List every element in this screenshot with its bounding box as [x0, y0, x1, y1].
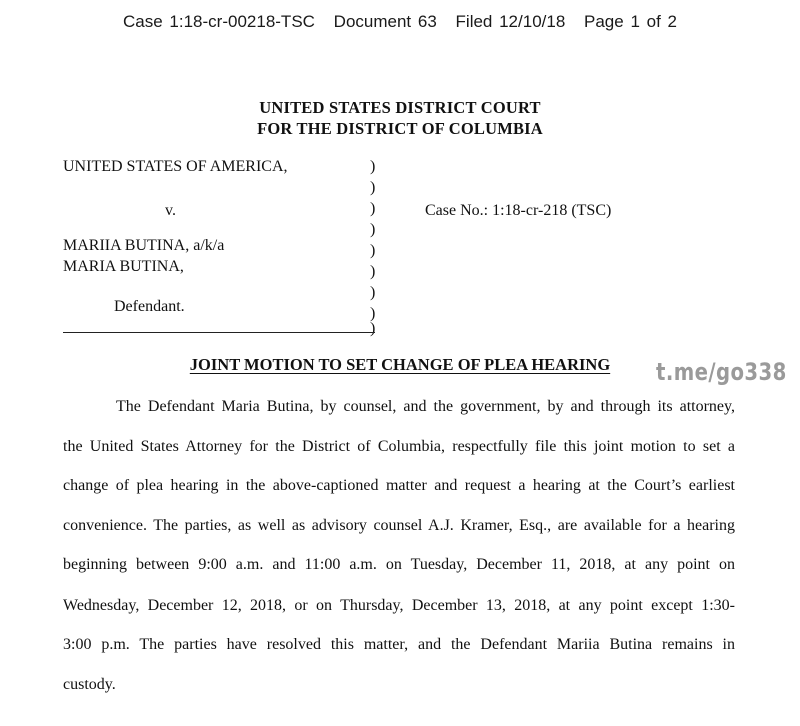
body-line: change of plea hearing in the above-captioned matter and request a hearing at the Court’s earliest: [63, 477, 735, 494]
motion-title: JOINT MOTION TO SET CHANGE OF PLEA HEARING: [189, 355, 611, 374]
header-case-number: Case 1:18-cr-00218-TSC: [123, 12, 315, 31]
caption-versus: v.: [165, 202, 176, 219]
caption-paren: ): [370, 242, 376, 259]
caption-paren: ): [370, 158, 376, 175]
header-filed-date: Filed 12/10/18: [455, 12, 566, 31]
body-line: custody.: [63, 676, 116, 693]
body-line: The Defendant Maria Butina, by counsel, and the government, by and through its attorney,: [116, 398, 735, 415]
caption-defendant-role: Defendant.: [114, 298, 185, 315]
caption-rule: [63, 332, 375, 333]
ecf-header: [0, 12, 800, 32]
header-document-number: Document 63: [333, 12, 437, 31]
body-line: Wednesday, December 12, 2018, or on Thursday, December 13, 2018, at any point except 1:30-: [63, 597, 735, 614]
caption-paren: ): [370, 221, 376, 238]
caption-paren: ): [370, 179, 376, 196]
caption-case-number: Case No.: 1:18-cr-218 (TSC): [425, 202, 612, 219]
court-name-line2: FOR THE DISTRICT OF COLUMBIA: [257, 119, 543, 138]
body-line: beginning between 9:00 a.m. and 11:00 a.m. on Tuesday, December 11, 2018, at any point on: [63, 556, 735, 573]
caption-paren: ): [370, 284, 376, 301]
caption-paren: ): [370, 263, 376, 280]
caption-plaintiff: UNITED STATES OF AMERICA,: [63, 158, 288, 175]
body-line: 3:00 p.m. The parties have resolved this matter, and the Defendant Mariia Butina remains in: [63, 636, 735, 653]
body-line: the United States Attorney for the District of Columbia, respectfully file this joint motion to set a: [63, 438, 735, 455]
caption-defendant-line1: MARIIA BUTINA, a/k/a: [63, 237, 225, 254]
header-page-number: Page 1 of 2: [584, 12, 677, 31]
watermark: t.me/go338: [656, 358, 787, 386]
caption-defendant-line2: MARIA BUTINA,: [63, 258, 184, 275]
body-line: convenience. The parties, as well as advisory counsel A.J. Kramer, Esq., are available for a hearing: [63, 517, 735, 534]
caption-paren: ): [370, 200, 376, 217]
court-name-line1: UNITED STATES DISTRICT COURT: [259, 98, 541, 117]
caption-paren: ): [370, 320, 376, 337]
caption-paren: ): [370, 305, 376, 322]
